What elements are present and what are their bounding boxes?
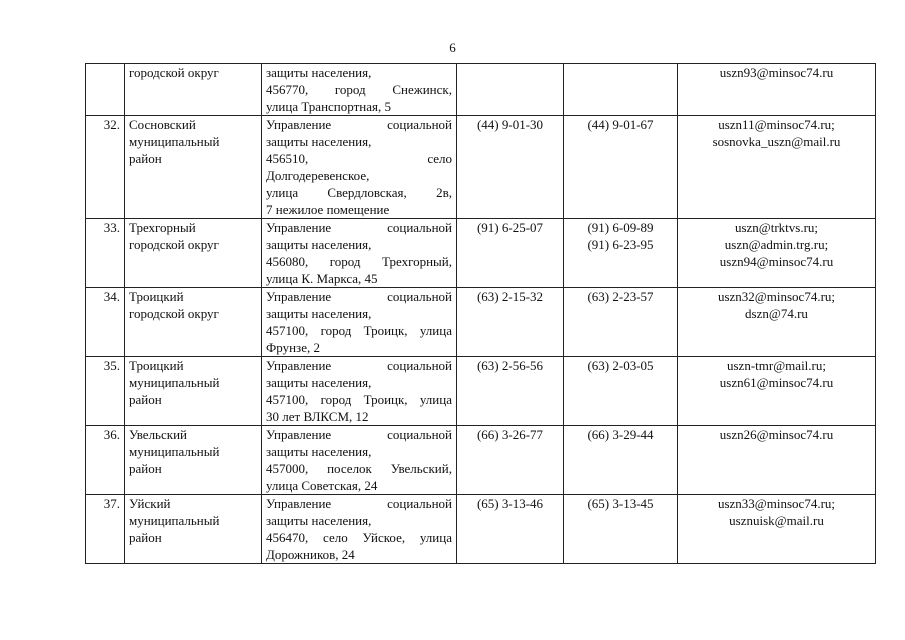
- office-address-line: защиты населения,: [266, 65, 372, 80]
- email-addresses-line: uszn32@minsoc74.ru;: [717, 289, 836, 304]
- email-addresses: [678, 64, 876, 116]
- office-address-line: защиты населения,: [266, 306, 372, 321]
- municipality-name-line: муниципальный: [129, 134, 220, 149]
- email-addresses-line: uszn26@minsoc74.ru: [719, 427, 834, 442]
- office-address-line: Дорожников, 24: [266, 547, 355, 562]
- row-number: 32.: [86, 116, 125, 219]
- office-address-line: Управление социальной: [266, 117, 452, 132]
- email-addresses-line: uszn@trktvs.ru;: [734, 220, 819, 235]
- municipality-name: [125, 219, 262, 288]
- office-address-line: защиты населения,: [266, 375, 372, 390]
- office-address-line: защиты населения,: [266, 134, 372, 149]
- phone-primary: [457, 495, 564, 564]
- municipality-name: [125, 495, 262, 564]
- municipality-name-line: район: [129, 151, 162, 166]
- municipality-name-line: Уйский: [129, 496, 171, 511]
- office-address-line: улица Транспортная, 5: [266, 99, 391, 114]
- municipality-name-line: городской округ: [129, 237, 219, 252]
- row-number: 33.: [86, 219, 125, 288]
- phone-primary: [457, 357, 564, 426]
- office-address-line: 457000, поселок Увельский,: [266, 461, 452, 476]
- phone-primary: [457, 288, 564, 357]
- office-address-line: 456470, село Уйское, улица: [266, 530, 452, 545]
- phone-primary: [457, 64, 564, 116]
- phone-primary: [457, 426, 564, 495]
- phone-fax-line: (66) 3-29-44: [587, 427, 654, 442]
- email-addresses-line: uszn33@minsoc74.ru;: [717, 496, 836, 511]
- table-row: [86, 357, 876, 426]
- municipality-name: [125, 357, 262, 426]
- phone-fax: [564, 495, 678, 564]
- office-address-line: 457100, город Троицк, улица: [266, 392, 452, 407]
- row-number: 36.: [86, 426, 125, 495]
- table-row: [86, 64, 876, 116]
- office-address-line: улица Свердловская, 2в,: [266, 185, 452, 200]
- row-number: 34.: [86, 288, 125, 357]
- municipality-name-line: Сосновский: [129, 117, 196, 132]
- phone-fax: [564, 288, 678, 357]
- office-address-line: защиты населения,: [266, 237, 372, 252]
- phone-primary: [457, 116, 564, 219]
- email-addresses-line: uszn@admin.trg.ru;: [724, 237, 829, 252]
- municipality-name-line: Троицкий: [129, 358, 184, 373]
- phone-fax-line: (63) 2-23-57: [587, 289, 654, 304]
- phone-primary-line: (63) 2-15-32: [476, 289, 544, 304]
- email-addresses-line: uszn11@minsoc74.ru;: [718, 117, 835, 132]
- email-addresses-line: uszn94@minsoc74.ru: [719, 254, 834, 269]
- email-addresses: [678, 116, 876, 219]
- table-row: [86, 426, 876, 495]
- email-addresses-line: uszn61@minsoc74.ru: [719, 375, 834, 390]
- office-address-line: 456770, город Снежинск,: [266, 82, 452, 97]
- table-row: [86, 495, 876, 564]
- municipality-name-line: Трехгорный: [129, 220, 196, 235]
- email-addresses-line: usznuisk@mail.ru: [729, 513, 824, 528]
- phone-fax-line: (91) 6-09-89: [587, 220, 654, 235]
- phone-fax: [564, 426, 678, 495]
- municipality-name-line: муниципальный: [129, 444, 220, 459]
- municipality-name: [125, 288, 262, 357]
- office-address-line: Долгодеревенское,: [266, 168, 370, 183]
- email-addresses: [678, 288, 876, 357]
- office-address: [262, 426, 457, 495]
- municipality-name: [125, 116, 262, 219]
- phone-fax: [564, 116, 678, 219]
- office-address-line: Управление социальной: [266, 427, 452, 442]
- municipality-name-line: муниципальный: [129, 513, 220, 528]
- municipality-name-line: район: [129, 392, 162, 407]
- office-address-line: защиты населения,: [266, 444, 372, 459]
- email-addresses-line: sosnovka_uszn@mail.ru: [712, 134, 841, 149]
- office-address: [262, 219, 457, 288]
- email-addresses-line: uszn-tmr@mail.ru;: [727, 358, 826, 373]
- municipality-name-line: район: [129, 461, 162, 476]
- email-addresses-line: dszn@74.ru: [745, 306, 808, 321]
- municipality-name-line: Троицкий: [129, 289, 184, 304]
- office-address-line: Управление социальной: [266, 220, 452, 235]
- phone-primary-line: (65) 3-13-46: [476, 496, 544, 511]
- phone-fax-line: (65) 3-13-45: [587, 496, 654, 511]
- table-row: [86, 288, 876, 357]
- municipality-name: [125, 64, 262, 116]
- phone-fax: [564, 357, 678, 426]
- municipality-name-line: городской округ: [129, 306, 219, 321]
- phone-fax: [564, 64, 678, 116]
- office-address-line: 7 нежилое помещение: [266, 202, 390, 217]
- office-address-line: Фрунзе, 2: [266, 340, 320, 355]
- office-address-line: Управление социальной: [266, 496, 452, 511]
- phone-fax-line: (44) 9-01-67: [587, 117, 654, 132]
- office-address-line: защиты населения,: [266, 513, 372, 528]
- row-number: [86, 64, 125, 116]
- office-address: [262, 116, 457, 219]
- office-address-line: улица К. Маркса, 45: [266, 271, 378, 286]
- table-row: [86, 116, 876, 219]
- phone-fax-line: (91) 6-23-95: [587, 237, 654, 252]
- phone-fax-line: (63) 2-03-05: [587, 358, 654, 373]
- table-row: [86, 219, 876, 288]
- phone-primary-line: (66) 3-26-77: [476, 427, 544, 442]
- phone-primary-line: (91) 6-25-07: [476, 220, 544, 235]
- contacts-table: [85, 63, 876, 564]
- email-addresses: [678, 219, 876, 288]
- office-address-line: улица Советская, 24: [266, 478, 378, 493]
- office-address: [262, 495, 457, 564]
- phone-primary-line: (63) 2-56-56: [476, 358, 544, 373]
- municipality-name-line: район: [129, 530, 162, 545]
- office-address-line: Управление социальной: [266, 358, 452, 373]
- office-address: [262, 288, 457, 357]
- email-addresses: [678, 495, 876, 564]
- office-address: [262, 357, 457, 426]
- row-number: 37.: [86, 495, 125, 564]
- office-address: [262, 64, 457, 116]
- phone-fax: [564, 219, 678, 288]
- row-number: 35.: [86, 357, 125, 426]
- office-address-line: 30 лет ВЛКСМ, 12: [266, 409, 369, 424]
- municipality-name-line: Увельский: [129, 427, 187, 442]
- phone-primary-line: (44) 9-01-30: [476, 117, 544, 132]
- email-addresses: [678, 357, 876, 426]
- email-addresses-line: uszn93@minsoc74.ru: [719, 65, 834, 80]
- office-address-line: 456080, город Трехгорный,: [266, 254, 452, 269]
- municipality-name-line: муниципальный: [129, 375, 220, 390]
- municipality-name-line: городской округ: [129, 65, 219, 80]
- municipality-name: [125, 426, 262, 495]
- office-address-line: Управление социальной: [266, 289, 452, 304]
- email-addresses: [678, 426, 876, 495]
- phone-primary: [457, 219, 564, 288]
- page-number: 6: [449, 40, 456, 55]
- office-address-line: 456510, село: [266, 151, 452, 166]
- office-address-line: 457100, город Троицк, улица: [266, 323, 452, 338]
